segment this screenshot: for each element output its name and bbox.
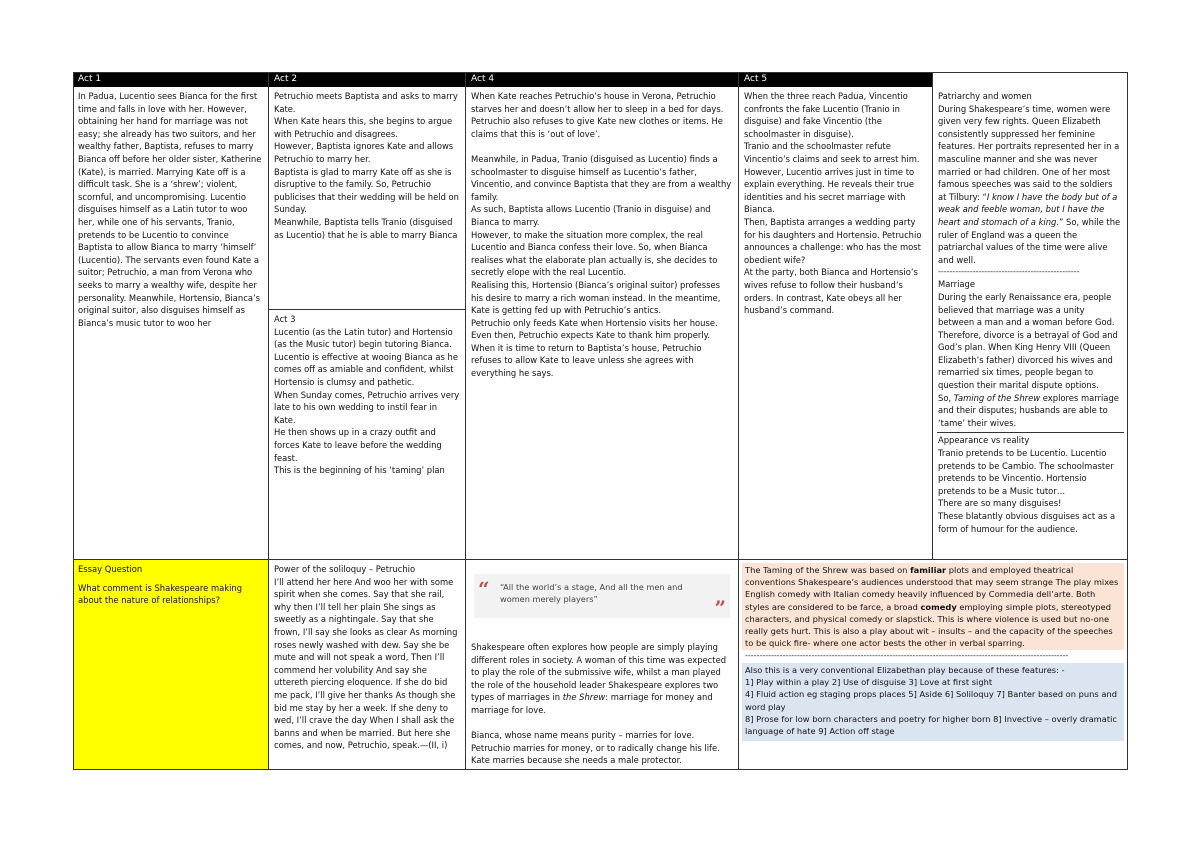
patriarchy-text: During Shakespeare’s time, women were given very few rights. Queen Elizabeth consistently suppressed her feminine features. Her portraits represented her in a masculine manner and she was never married or had children. One of her most famous speeches was said to the soldiers at Tilbury: “I know I have the body but of a weak and feeble woman, but I have the heart and stomach of a king.” So, while the ruler of England was a queen the patriarchal values of the time were alive and well. [938, 103, 1121, 265]
play-title: Taming of the Shrew [953, 392, 1041, 403]
appearance-text: Tranio pretends to be Lucentio. Lucentio pretends to be Cambio. The schoolmaster pretends to be Vincentio. Hortensio pretends to be a Music tutor… There are so many disguises! These blatantly obvious disguises act as a form of humour for the audience. [938, 448, 1116, 534]
familiar-word: familiar [910, 565, 947, 575]
col-divider-2 [465, 72, 466, 770]
row-divider [73, 559, 1128, 560]
col-divider-4 [932, 72, 933, 560]
col-divider-1 [268, 72, 269, 770]
act4-summary: When Kate reaches Petruchio’s house in Verona, Petruchio starves her and doesn’t allow her to sleep in a bed for days. Petruchio also refuses to give Kate new clothes or items. He claims that this is ‘out of love’. Meanwhile, in Padua, Tranio (disguised as Lucentio) finds a schoolmaster to disguise himself as Lucentio’s father, Vincentio, and convince Baptista that they are from a wealthy family. As such, Baptista allows Lucentio (Tranio in disguise) and Bianca to marry. However, to make the situation more complex, the real Lucentio and Bianca confess their love. So, when Bianca realises what the elaborate plan actually is, she decides to secretly elope with the real Lucentio. Realising this, Hortensio (Bianca’s original suitor) professes his desire to marry a rich woman instead. In the meantime, Kate is getting fed up with Petruchio’s antics. Petruchio only feeds Kate when Hortensio visits her house. Even then, Petruchio expects Kate to thank him properly. When it is time to return to Baptista’s house, Petruchio refuses to allow Kate to leave unless she agrees with everything he says. [471, 91, 732, 379]
header-act2: Act 2 [269, 72, 465, 87]
soliloquy-text: I’ll attend her here And woo her with some spirit when she comes. Say that she rail, why then I’ll tell her plain She sings as sweetly as a nightingale. Say that she frown, I’ll say she looks as clear As morning roses newly washed with dew. Say she be mute and will not speak a word, Then I’ll commend her volubility And say she uttereth piercing eloquence. If she do bid me pack, I’ll give her thanks As though she bid me stay by her a week. If she deny to wed, I’ll crave the day When I shall ask the banns and when be married. But here she comes, and now, Petruchio, speak.—(II, i) [274, 576, 458, 751]
act1-summary: In Padua, Lucentio sees Bianca for the first time and falls in love with her. However, obtaining her hand for marriage was not easy; she already has two suitors, and her wealthy father, Baptista, refuses to marry Bianca off before her older sister, Katherine (Kate), is married. Marrying Kate off is a difficult task. She is a ‘shrew’; violent, scornful, and uncompromising. Lucentio disguises himself as a Latin tutor to woo her, while one of his servants, Tranio, pretends to be Lucentio to convince Baptista to allow Bianca to marry ‘himself’ (Lucentio). The servants even found Kate a suitor; Petruchio, a man from Verona who seeks to marry a wealthy wife, despite her personality. Meanwhile, Hortensio, Bianca’s original suitor, also disguises himself as Bianca’s music tutor to woo her [78, 91, 262, 328]
act3-block [269, 310, 465, 558]
comedy-word: comedy [920, 601, 957, 612]
shrew-title: the Shrew [562, 692, 606, 703]
essay-cell [73, 560, 268, 770]
act2-act3-divider [269, 309, 466, 310]
close-quote-icon: ” [714, 596, 726, 620]
col-divider-3 [738, 72, 739, 770]
header-act4: Act 4 [466, 72, 738, 87]
essay-question: What comment is Shakespeare making about the nature of relationships? [78, 582, 243, 606]
revision-table [73, 72, 1128, 770]
quote-box [474, 574, 730, 618]
soliloquy-cell [269, 560, 465, 770]
context-column [933, 87, 1128, 559]
open-quote-icon: “ [478, 577, 490, 601]
patriarchy-title: Patriarchy and women [938, 91, 1032, 101]
stage-quote: “All the world’s a stage, And all the men and women merely players” [500, 582, 683, 604]
appearance-title: Appearance vs reality [938, 435, 1030, 446]
marriage-text: During the early Renaissance era, people believed that marriage was a unity between a man and a woman before God. Therefore, divorce is a betrayal of God and God’s plan. When King Henry VIII (Queen Elizabeth’s father) divorced his wives and remarried six times, people began to question their marital dispute options. So, Taming of the Shrew explores marriage and their disputes; husbands are able to ‘tame’ their wives. [938, 291, 1119, 428]
act2-summary: Petruchio meets Baptista and asks to marry Kate. When Kate hears this, she begins to argue with Petruchio and disagrees. However, Baptista ignores Kate and allows Petruchio to marry her. Baptista is glad to marry Kate off as she is disruptive to the family. So, Petruchio publicises that their wedding will be held on Sunday. Meanwhile, Baptista tells Tranio (disguised as Lucentio) that he is able to marry Bianca [274, 91, 459, 240]
header-blank [933, 72, 1128, 87]
roles-cell [466, 560, 738, 770]
comedy-cell [739, 560, 1128, 770]
soliloquy-title: Power of the soliloquy – Petruchio [274, 564, 416, 574]
comedy-conventions: The Taming of the Shrew was based on familiar plots and employed theatrical conventions Shakespeare’s audiences understood that may seem strange The play mixes English comedy with Italian comedy heavily influenced by Commedia dell’arte. Both styles are considered to be farce, a broad comedy employing simple plots, stereotyped characters, and physical comedy or slapstick. This is where violence is used but no-one really gets hurt. This is also a play about wit – insults – and the capacity of the speeches to be quick fire- where one actor bests the other in verbal sparring. [742, 563, 1124, 650]
act3-title: Act 3 [274, 314, 296, 324]
marriage-title: Marriage [938, 279, 976, 290]
tilbury-quote: I know I have the body but of a weak and feeble woman, but I have the heart and stomach of a king [938, 191, 1118, 227]
act3-summary: Lucentio (as the Latin tutor) and Hortensio (as the Music tutor) begin tutoring Bianca. Lucentio is effective at wooing Bianca as he comes off as amiable and confident, whilst Hortensio is clumsy and pathetic. When Sunday comes, Petruchio arrives very late to his own wedding to instil fear in Kate. He then shows up in a crazy outfit and forces Kate to leave before the wedding feast. This is the beginning of his ‘taming’ plan [274, 326, 460, 476]
context-divider: ------------------------------------------------- [938, 267, 1080, 277]
act5-summary: When the three reach Padua, Vincentio confronts the fake Lucentio (Tranio in disguise) and fake Vincentio (the schoolmaster in disguise). Tranio and the schoolmaster refute Vincentio’s claims and seek to arrest him. However, Lucentio arrives just in time to explain everything. He reveals their true identities and his secret marriage with Bianca. Then, Baptista arranges a wedding party for his daughters and Hortensio. Petruchio announces a challenge: who has the most obedient wife? At the party, both Bianca and Hortensio’s wives refuse to follow their husband’s orders. In contrast, Kate obeys all her husband’s command. [744, 91, 922, 316]
comedy-divider: ---------------------------------------------------------------------------------------------------------------- [745, 651, 1069, 660]
header-act5: Act 5 [739, 72, 932, 87]
header-act1: Act 1 [73, 72, 268, 87]
roles-text: Shakespeare often explores how people are simply playing different roles in society. A woman of this time was expected to play the role of the submissive wife, whilst a man played the role of the household leader Shakespeare explores two types of marriages in the Shrew: marriage for money and marriage for love. Bianca, whose name means purity – marries for love. Petruchio marries for money, or to radically change his life. Kate marries because she needs a male protector. [471, 642, 727, 766]
elizabethan-features: Also this is a very conventional Elizabethan play because of these features: - 1] Play within a play 2] Use of disguise 3] Love at first sight 4] Fluid action eg staging props places 5] Aside 6] Soliloquy 7] Banter based on puns and word play 8] Prose for low born characters and poetry for higher born 8] Invective – overly dramatic language of hate 9] Action off stage [742, 663, 1124, 741]
essay-title: Essay Question [78, 564, 143, 574]
